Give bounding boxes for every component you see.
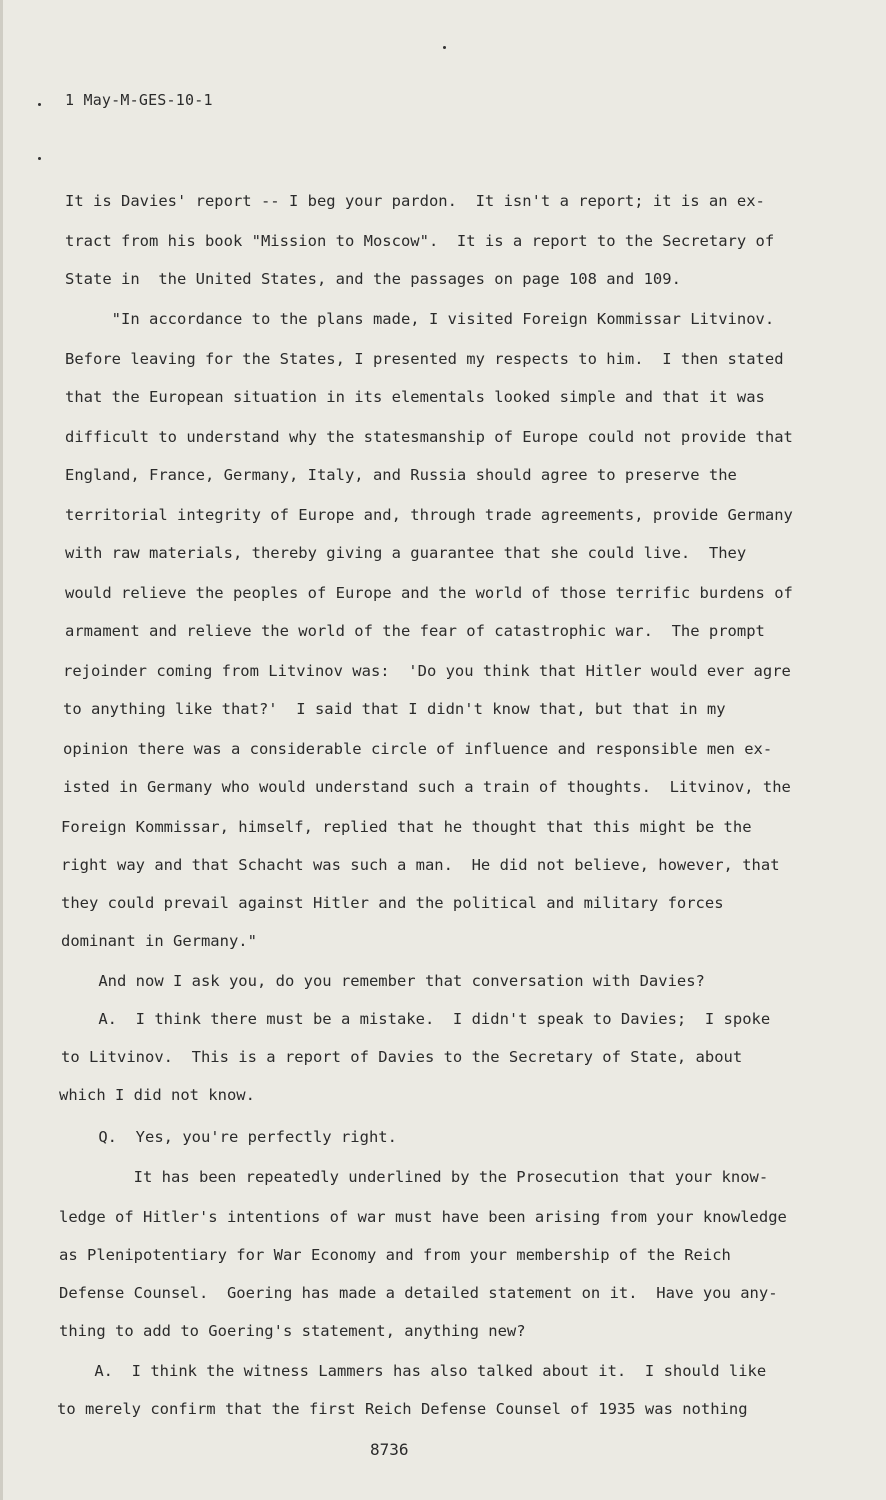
text-line: A. I think the witness Lammers has also talked about it. I should like	[57, 1362, 767, 1380]
text-line: opinion there was a considerable circle of influence and responsible men ex-	[63, 740, 773, 758]
text-line: "In accordance to the plans made, I visited Foreign Kommissar Litvinov.	[65, 310, 775, 328]
text-line: Foreign Kommissar, himself, replied that he thought that this might be the	[61, 818, 752, 836]
text-line: Defense Counsel. Goering has made a detailed statement on it. Have you any-	[59, 1284, 778, 1302]
text-line: that the European situation in its elementals looked simple and that it was	[65, 388, 765, 406]
text-line: difficult to understand why the statesmanship of Europe could not provide that	[65, 428, 793, 446]
text-line: would relieve the peoples of Europe and the world of those terrific burdens of	[65, 584, 793, 602]
text-line: with raw materials, thereby giving a guarantee that she could live. They	[65, 544, 747, 562]
text-line: which I did not know.	[59, 1086, 255, 1104]
text-line: tract from his book "Mission to Moscow". It is a report to the Secretary of	[65, 232, 775, 250]
text-line: to merely confirm that the first Reich Defense Counsel of 1935 was nothing	[57, 1400, 748, 1418]
document-reference: 1 May-M-GES-10-1	[65, 91, 213, 109]
text-line: as Plenipotentiary for War Economy and from your membership of the Reich	[59, 1246, 731, 1264]
text-line: right way and that Schacht was such a man. He did not believe, however, that	[61, 856, 780, 874]
page-number: 8736	[370, 1440, 409, 1459]
bullet-mark	[38, 103, 41, 106]
text-line: ledge of Hitler's intentions of war must have been arising from your knowledge	[59, 1208, 787, 1226]
page-edge	[0, 0, 3, 1500]
text-line: territorial integrity of Europe and, through trade agreements, provide Germany	[65, 506, 793, 524]
text-line: A. I think there must be a mistake. I didn't speak to Davies; I spoke	[61, 1010, 771, 1028]
text-line: to anything like that?' I said that I didn't know that, but that in my	[63, 700, 726, 718]
text-line: rejoinder coming from Litvinov was: 'Do you think that Hitler would ever agre	[63, 662, 791, 680]
punch-mark	[443, 46, 446, 49]
text-line: isted in Germany who would understand such a train of thoughts. Litvinov, the	[63, 778, 791, 796]
text-line: It has been repeatedly underlined by the Prosecution that your know-	[59, 1168, 769, 1186]
text-line: It is Davies' report -- I beg your pardon. It isn't a report; it is an ex-	[65, 192, 765, 210]
text-line: England, France, Germany, Italy, and Russia should agree to preserve the	[65, 466, 737, 484]
text-line: Q. Yes, you're perfectly right.	[61, 1128, 397, 1146]
text-line: thing to add to Goering's statement, anything new?	[59, 1322, 526, 1340]
text-line: And now I ask you, do you remember that conversation with Davies?	[61, 972, 705, 990]
bullet-mark	[38, 157, 41, 160]
text-line: they could prevail against Hitler and the political and military forces	[61, 894, 724, 912]
text-line: Before leaving for the States, I presented my respects to him. I then stated	[65, 350, 784, 368]
text-line: State in the United States, and the passages on page 108 and 109.	[65, 270, 681, 288]
text-line: to Litvinov. This is a report of Davies to the Secretary of State, about	[61, 1048, 743, 1066]
text-line: dominant in Germany."	[61, 932, 257, 950]
text-line: armament and relieve the world of the fear of catastrophic war. The prompt	[65, 622, 765, 640]
